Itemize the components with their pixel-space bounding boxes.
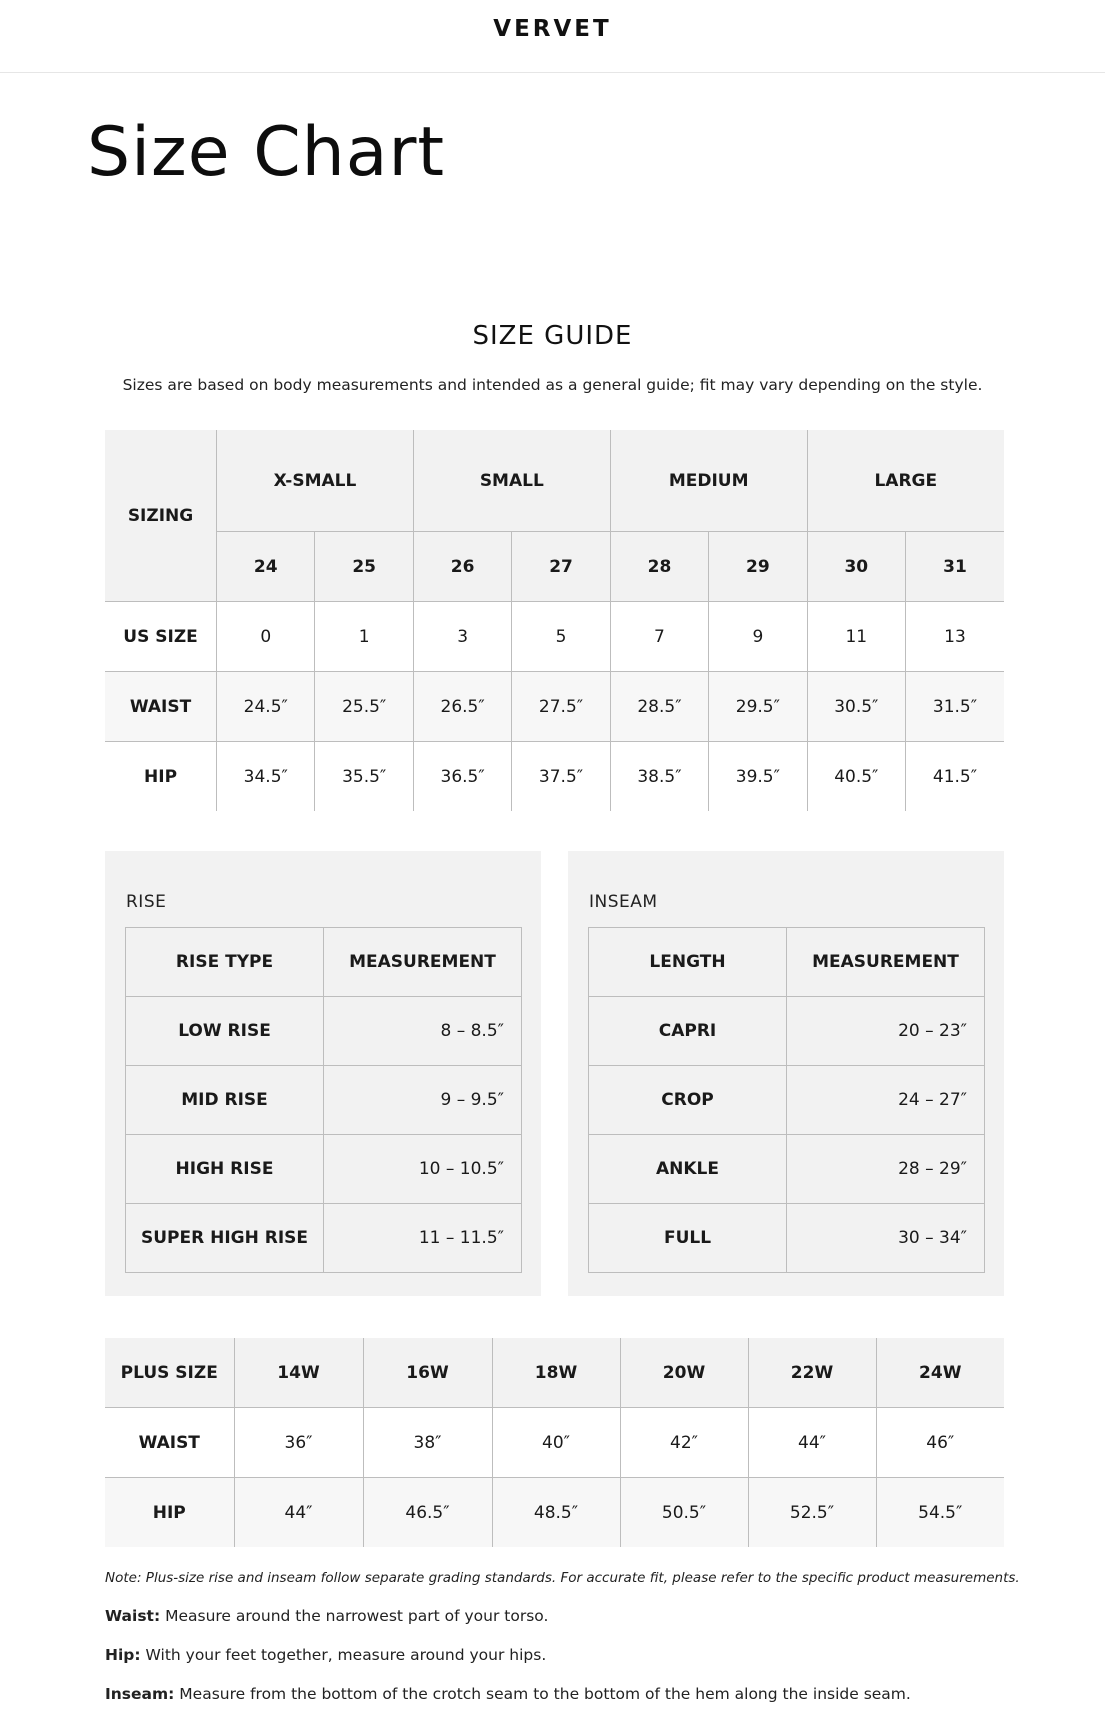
table-cell: 1: [315, 602, 413, 672]
definition-term: Hip:: [105, 1646, 141, 1664]
size-number: 26: [413, 532, 511, 602]
column-header: LENGTH: [589, 928, 787, 997]
brand-logo[interactable]: VERVET: [493, 16, 612, 42]
table-cell: 35.5″: [315, 742, 413, 812]
table-cell: 0: [217, 602, 315, 672]
size-number: 24: [217, 532, 315, 602]
column-header: RISE TYPE: [126, 928, 324, 997]
table-cell: 29.5″: [709, 672, 807, 742]
size-number: 29: [709, 532, 807, 602]
size-number: 30: [807, 532, 905, 602]
table-cell: 41.5″: [906, 742, 1005, 812]
rise-type: MID RISE: [126, 1066, 324, 1135]
definition-text: Measure around the narrowest part of your torso.: [160, 1607, 549, 1625]
definition-term: Inseam:: [105, 1685, 175, 1703]
plus-size-header: 20W: [620, 1338, 748, 1408]
column-header: MEASUREMENT: [324, 928, 522, 997]
definition-text: Measure from the bottom of the crotch seam to the bottom of the hem along the inside seam.: [174, 1685, 911, 1703]
inseam-length: ANKLE: [589, 1135, 787, 1204]
rise-label: RISE: [126, 892, 167, 912]
rise-measurement: 9 – 9.5″: [324, 1066, 522, 1135]
page-title: Size Chart: [87, 113, 446, 192]
rise-panel: [105, 851, 541, 1296]
table-cell: 46.5″: [363, 1478, 492, 1548]
inseam-length: CROP: [589, 1066, 787, 1135]
definition-inseam: [105, 1685, 1065, 1703]
plus-corner-label: PLUS SIZE: [105, 1338, 234, 1408]
rise-table: [125, 927, 522, 1273]
inseam-measurement: 28 – 29″: [787, 1135, 985, 1204]
group-header: SMALL: [413, 430, 610, 532]
definition-term: Waist:: [105, 1607, 161, 1625]
plus-size-note: Note: Plus-size rise and inseam follow separate grading standards. For accurate fit, please refer to the specific product measurements.: [105, 1570, 1020, 1586]
column-header: MEASUREMENT: [787, 928, 985, 997]
size-table-container: [105, 430, 1004, 811]
plus-size-header: 16W: [363, 1338, 492, 1408]
table-cell: 36″: [234, 1408, 363, 1478]
row-label: HIP: [105, 1478, 234, 1548]
table-row: [589, 997, 985, 1066]
table-cell: 27.5″: [512, 672, 610, 742]
table-cell: 46″: [876, 1408, 1004, 1478]
table-cell: 31.5″: [906, 672, 1005, 742]
group-header: X-SMALL: [217, 430, 414, 532]
table-cell: 39.5″: [709, 742, 807, 812]
rise-measurement: 11 – 11.5″: [324, 1204, 522, 1273]
table-row-us-size: [105, 602, 1004, 672]
size-number: 28: [610, 532, 708, 602]
table-cell: 50.5″: [620, 1478, 748, 1548]
table-cell: 28.5″: [610, 672, 708, 742]
plus-size-header: 24W: [876, 1338, 1004, 1408]
table-cell: 9: [709, 602, 807, 672]
table-cell: 37.5″: [512, 742, 610, 812]
table-cell: 36.5″: [413, 742, 511, 812]
table-cell: 38.5″: [610, 742, 708, 812]
row-label: US SIZE: [105, 602, 217, 672]
inseam-length: CAPRI: [589, 997, 787, 1066]
definition-text: With your feet together, measure around your hips.: [140, 1646, 547, 1664]
plus-row-waist: [105, 1408, 1004, 1478]
rise-header-row: [126, 928, 522, 997]
table-cell: 44″: [234, 1478, 363, 1548]
table-row: [126, 997, 522, 1066]
plus-size-header: 22W: [748, 1338, 876, 1408]
inseam-measurement: 24 – 27″: [787, 1066, 985, 1135]
table-row: [589, 1066, 985, 1135]
plus-header-row: [105, 1338, 1004, 1408]
table-cell: 5: [512, 602, 610, 672]
plus-size-header: 14W: [234, 1338, 363, 1408]
sizing-corner-label: SIZING: [105, 430, 217, 602]
plus-row-hip: [105, 1478, 1004, 1548]
table-row-hip: [105, 742, 1004, 812]
table-cell: 40″: [492, 1408, 620, 1478]
table-cell: 48.5″: [492, 1478, 620, 1548]
size-table: [105, 430, 1004, 811]
row-label: WAIST: [105, 672, 217, 742]
row-label: WAIST: [105, 1408, 234, 1478]
plus-size-table: [105, 1338, 1004, 1547]
row-label: HIP: [144, 766, 178, 787]
size-guide-title: SIZE GUIDE: [472, 321, 633, 351]
site-header: [0, 0, 1105, 73]
table-row: [589, 1135, 985, 1204]
table-cell: 11: [807, 602, 905, 672]
inseam-label: INSEAM: [589, 892, 658, 912]
size-number: 31: [906, 532, 1005, 602]
rise-type: LOW RISE: [126, 997, 324, 1066]
table-row: [126, 1066, 522, 1135]
table-cell: 52.5″: [748, 1478, 876, 1548]
table-cell: 54.5″: [876, 1478, 1004, 1548]
inseam-header-row: [589, 928, 985, 997]
size-guide-subtitle: Sizes are based on body measurements and intended as a general guide; fit may vary depending on the style.: [122, 376, 983, 394]
table-cell: 44″: [748, 1408, 876, 1478]
table-cell: 13: [906, 602, 1005, 672]
table-cell: 7: [610, 602, 708, 672]
table-cell: 26.5″: [413, 672, 511, 742]
inseam-panel: [568, 851, 1004, 1296]
table-cell: 40.5″: [807, 742, 905, 812]
size-number-header-row: [105, 532, 1004, 602]
table-row: [589, 1204, 985, 1273]
table-row-waist: [105, 672, 1004, 742]
rise-type: HIGH RISE: [126, 1135, 324, 1204]
table-row: [126, 1204, 522, 1273]
group-header: LARGE: [807, 430, 1004, 532]
table-cell: 38″: [363, 1408, 492, 1478]
size-group-header-row: [105, 430, 1004, 532]
inseam-measurement: 30 – 34″: [787, 1204, 985, 1273]
rise-measurement: 8 – 8.5″: [324, 997, 522, 1066]
inseam-length: FULL: [589, 1204, 787, 1273]
table-cell: 30.5″: [807, 672, 905, 742]
definition-hip: [105, 1646, 1065, 1664]
table-cell: 24.5″: [217, 672, 315, 742]
rise-measurement: 10 – 10.5″: [324, 1135, 522, 1204]
size-number: 27: [512, 532, 610, 602]
definition-waist: [105, 1607, 1065, 1625]
table-cell: 3: [413, 602, 511, 672]
table-cell: 42″: [620, 1408, 748, 1478]
inseam-measurement: 20 – 23″: [787, 997, 985, 1066]
table-row: [126, 1135, 522, 1204]
inseam-table: [588, 927, 985, 1273]
rise-type: SUPER HIGH RISE: [126, 1204, 324, 1273]
group-header: MEDIUM: [610, 430, 807, 532]
table-cell: 25.5″: [315, 672, 413, 742]
table-cell: 34.5″: [217, 742, 315, 812]
plus-size-header: 18W: [492, 1338, 620, 1408]
size-number: 25: [315, 532, 413, 602]
